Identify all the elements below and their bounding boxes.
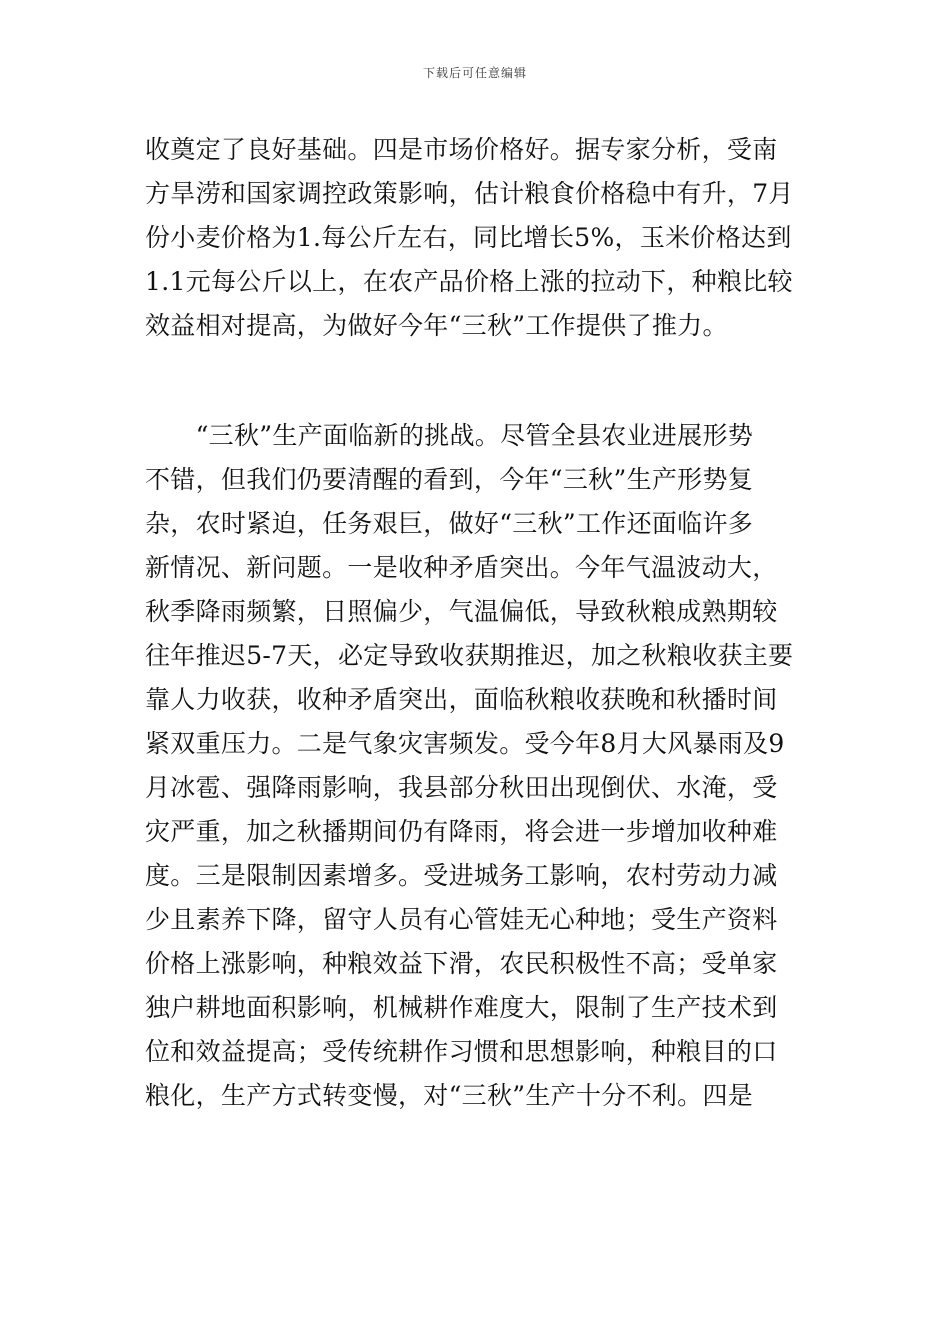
paragraph-spacer: [145, 348, 810, 414]
text-line: 往年推迟5-7天，必定导致收获期推迟，加之秋粮收获主要: [145, 641, 794, 670]
text-line: 杂，农时紧迫，任务艰巨，做好“三秋”工作还面临许多: [145, 509, 754, 538]
text-line: 独户耕地面积影响，机械耕作难度大，限制了生产技术到: [145, 993, 778, 1022]
text-line: 方旱涝和国家调控政策影响，估计粮食价格稳中有升，7月: [145, 179, 794, 208]
page-header: 下载后可任意编辑: [422, 66, 527, 80]
text-line: 新情况、新问题。一是收种矛盾突出。今年气温波动大，: [145, 553, 778, 582]
text-line: 灾严重，加之秋播期间仍有降雨，将会进一步增加收种难: [145, 817, 778, 846]
text-line: 月冰雹、强降雨影响，我县部分秋田出现倒伏、水淹，受: [145, 773, 778, 802]
text-line: 紧双重压力。二是气象灾害频发。受今年8月大风暴雨及9: [145, 729, 785, 758]
text-line: 靠人力收获，收种矛盾突出，面临秋粮收获晚和秋播时间: [145, 685, 778, 714]
text-line: 价格上涨影响，种粮效益下滑，农民积极性不高；受单家: [145, 949, 778, 978]
document-body: [145, 128, 810, 1118]
text-line: 收奠定了良好基础。四是市场价格好。据专家分析，受南: [145, 135, 778, 164]
text-line: 效益相对提高，为做好今年“三秋”工作提供了推力。: [145, 311, 728, 340]
text-line: “三秋”生产面临新的挑战。尽管全县农业进展形势: [145, 421, 754, 450]
paragraph-1: [145, 128, 810, 348]
text-line: 位和效益提高；受传统耕作习惯和思想影响，种粮目的口: [145, 1037, 778, 1066]
text-line: 不错，但我们仍要清醒的看到，今年“三秋”生产形势复: [145, 465, 754, 494]
text-line: 少且素养下降，留守人员有心管娃无心种地；受生产资料: [145, 905, 778, 934]
text-line: 1.1元每公斤以上，在农产品价格上涨的拉动下，种粮比较: [145, 267, 793, 296]
text-line: 粮化，生产方式转变慢，对“三秋”生产十分不利。四是: [145, 1081, 754, 1110]
paragraph-2: [145, 414, 810, 1118]
text-line: 秋季降雨频繁，日照偏少，气温偏低，导致秋粮成熟期较: [145, 597, 778, 626]
text-line: 度。三是限制因素增多。受进城务工影响，农村劳动力减: [145, 861, 778, 890]
text-line: 份小麦价格为1.每公斤左右，同比增长5%，玉米价格达到: [145, 223, 792, 252]
